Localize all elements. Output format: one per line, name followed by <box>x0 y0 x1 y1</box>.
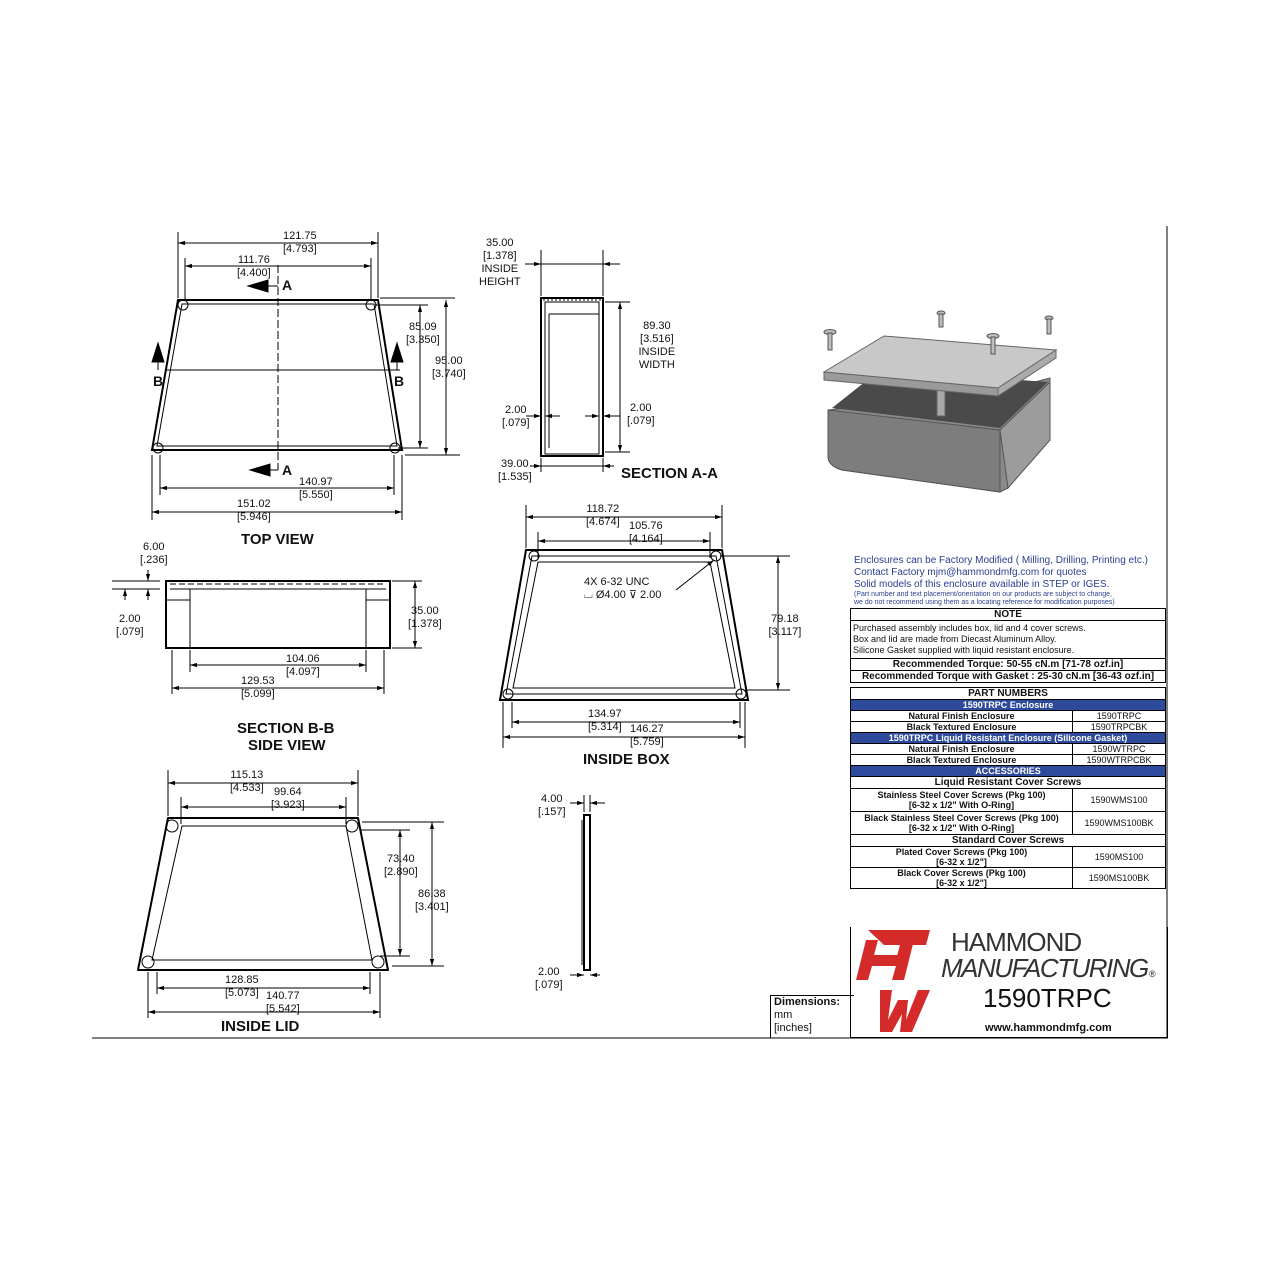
row-part-number: 1590TRPCBK <box>1073 722 1166 733</box>
dim-aa-wall-right: 2.00 [.079] <box>627 402 655 427</box>
dim-top-121: 121.75 [4.793] <box>283 230 317 255</box>
table-row <box>851 722 1166 733</box>
row-label: Plated Cover Screws (Pkg 100) <box>895 847 1028 857</box>
dim-top-140: 140.97 [5.550] <box>299 476 333 501</box>
dim-lid-73: 73.40 [2.890] <box>384 853 418 878</box>
table-row <box>851 744 1166 755</box>
row-part-number: 1590TRPC <box>1073 711 1166 722</box>
dim-box-79: 79.18 [3.117] <box>768 613 802 638</box>
table-row <box>851 755 1166 766</box>
row-label-spec: [6-32 x 1/2"] <box>936 878 987 888</box>
band-liquid-resistant: 1590TRPC Liquid Resistant Enclosure (Silicone Gasket) <box>851 733 1166 744</box>
section-bb-title: SECTION B-B <box>237 720 335 737</box>
dim-top-151: 151.02 [5.946] <box>237 498 271 523</box>
row-label: Natural Finish Enclosure <box>851 744 1073 755</box>
dims-unit-inches: [inches] <box>774 1022 812 1034</box>
note-body <box>851 621 1166 659</box>
dim-lid-99: 99.64 [3.923] <box>271 786 305 811</box>
registered-mark: ® <box>1149 969 1156 979</box>
row-label: Black Cover Screws (Pkg 100) <box>897 868 1026 878</box>
section-aa-outline <box>541 298 603 456</box>
row-part-number: 1590WTRPCBK <box>1073 755 1166 766</box>
row-label: Black Stainless Steel Cover Screws (Pkg 100) <box>864 813 1059 823</box>
dim-aa-wall-left: 2.00 [.079] <box>502 404 530 429</box>
row-label: Natural Finish Enclosure <box>851 711 1073 722</box>
note-table <box>850 608 1166 683</box>
table-row <box>851 847 1166 868</box>
dim-profile-2: 2.00 [.079] <box>535 966 563 991</box>
lid-profile-outline <box>582 815 590 970</box>
dim-lid-86: 86.38 [3.401] <box>415 888 449 913</box>
section-marker-b-right: B <box>394 373 405 389</box>
dim-aa-39: 39.00 [1.535] <box>498 458 532 483</box>
dim-lid-128: 128.85 [5.073] <box>225 974 259 999</box>
disclaimer-line-2: we do not recommend using them as a locating reference for modification purposes) <box>854 599 1115 606</box>
note-line-3: Silicone Gasket supplied with liquid resistant enclosure. <box>853 645 1075 655</box>
note-title: NOTE <box>851 609 1166 621</box>
row-label: Black Textured Enclosure <box>851 722 1073 733</box>
dimensions-legend <box>770 995 854 1038</box>
table-row <box>851 812 1166 835</box>
row-part-number: 1590WMS100 <box>1073 789 1166 812</box>
row-part-number: 1590WTRPC <box>1073 744 1166 755</box>
dim-bb-6: 6.00 [.236] <box>140 541 168 566</box>
dims-unit-mm: mm <box>774 1009 793 1021</box>
note-line-1: Purchased assembly includes box, lid and 4 cover screws. <box>853 623 1086 633</box>
side-view-title: SIDE VIEW <box>248 737 326 754</box>
solid-models-note: Solid models of this enclosure available in STEP or IGES. <box>854 579 1110 590</box>
torque-2: Recommended Torque with Gasket : 25-30 cN.m [36-43 ozf.in] <box>851 671 1166 683</box>
section-bb-outline <box>166 581 390 648</box>
top-view-title: TOP VIEW <box>241 531 314 548</box>
row-part-number: 1590MS100 <box>1073 847 1166 868</box>
contact-factory-note: Contact Factory mjm@hammondmfg.com for quotes <box>854 567 1087 578</box>
row-label-spec: [6-32 x 1/2"] <box>936 857 987 867</box>
dim-bb-104: 104.06 [4.097] <box>286 653 320 678</box>
dim-box-146: 146.27 [5.759] <box>630 723 664 748</box>
disclaimer-line-1: (Part number and text placement/orientation on our products are subject to change, <box>854 591 1112 598</box>
dim-bb-129: 129.53 [5.099] <box>241 675 275 700</box>
sub-standard-screws: Standard Cover Screws <box>851 835 1166 847</box>
info-panel <box>850 555 1167 889</box>
dim-bb-2: 2.00 [.079] <box>116 613 144 638</box>
part-numbers-title: PART NUMBERS <box>851 688 1166 700</box>
row-label-spec: [6-32 x 1/2" With O-Ring] <box>908 823 1015 833</box>
section-marker-a-bottom: A <box>282 462 293 478</box>
section-marker-b-left: B <box>153 373 164 389</box>
table-row <box>851 789 1166 812</box>
dims-label: Dimensions: <box>774 996 841 1008</box>
dim-lid-140: 140.77 [5.542] <box>266 990 300 1015</box>
dim-box-134: 134.97 [5.314] <box>588 708 622 733</box>
table-row <box>851 868 1166 889</box>
dim-top-85: 85.09 [3.350] <box>406 321 440 346</box>
dim-lid-115: 115.13 [4.533] <box>230 769 264 794</box>
dim-bb-35: 35.00 [1.378] <box>408 605 442 630</box>
row-label: Stainless Steel Cover Screws (Pkg 100) <box>877 790 1046 800</box>
band-enclosure: 1590TRPC Enclosure <box>851 700 1166 711</box>
dim-profile-4: 4.00 [.157] <box>538 793 566 818</box>
inside-box-title: INSIDE BOX <box>583 751 670 768</box>
dim-box-thread: 4X 6-32 UNC ⌴ Ø4.00 ⊽ 2.00 <box>584 576 662 601</box>
dim-top-95: 95.00 [3.740] <box>432 355 466 380</box>
brand-hammond: HAMMOND <box>951 927 1082 957</box>
brand-manufacturing: MANUFACTURING <box>941 953 1148 983</box>
note-line-2: Box and lid are made from Diecast Aluminum Alloy. <box>853 634 1057 644</box>
inside-lid-title: INSIDE LID <box>221 1018 300 1035</box>
row-label: Black Textured Enclosure <box>851 755 1073 766</box>
row-part-number: 1590MS100BK <box>1073 868 1166 889</box>
section-aa-title: SECTION A-A <box>621 465 718 482</box>
dim-box-118: 118.72 [4.674] <box>586 503 620 528</box>
dim-top-111: 111.76 [4.400] <box>237 254 271 279</box>
dim-aa-35: 35.00 [1.378] INSIDE HEIGHT <box>479 237 521 288</box>
row-label-spec: [6-32 x 1/2" With O-Ring] <box>908 800 1015 810</box>
row-part-number: 1590WMS100BK <box>1073 812 1166 835</box>
title-block <box>850 927 1168 1038</box>
dim-aa-89: 89.30 [3.516] INSIDE WIDTH <box>638 320 676 371</box>
dim-box-105: 105.76 [4.164] <box>629 520 663 545</box>
top-view-outline <box>152 265 405 470</box>
sub-liquid-screws: Liquid Resistant Cover Screws <box>851 777 1166 789</box>
enclosure-3d-render <box>824 311 1056 492</box>
band-accessories: ACCESSORIES <box>851 766 1166 777</box>
model-number: 1590TRPC <box>983 983 1112 1013</box>
section-marker-a-top: A <box>282 277 293 293</box>
website-url: www.hammondmfg.com <box>985 1022 1112 1034</box>
factory-modified-note: Enclosures can be Factory Modified ( Milling, Drilling, Printing etc.) <box>854 555 1148 566</box>
table-row <box>851 711 1166 722</box>
part-numbers-table <box>850 687 1166 889</box>
torque-1: Recommended Torque: 50-55 cN.m [71-78 ozf.in] <box>851 659 1166 671</box>
inside-lid-outline <box>138 818 388 970</box>
inside-box-outline <box>500 550 748 700</box>
